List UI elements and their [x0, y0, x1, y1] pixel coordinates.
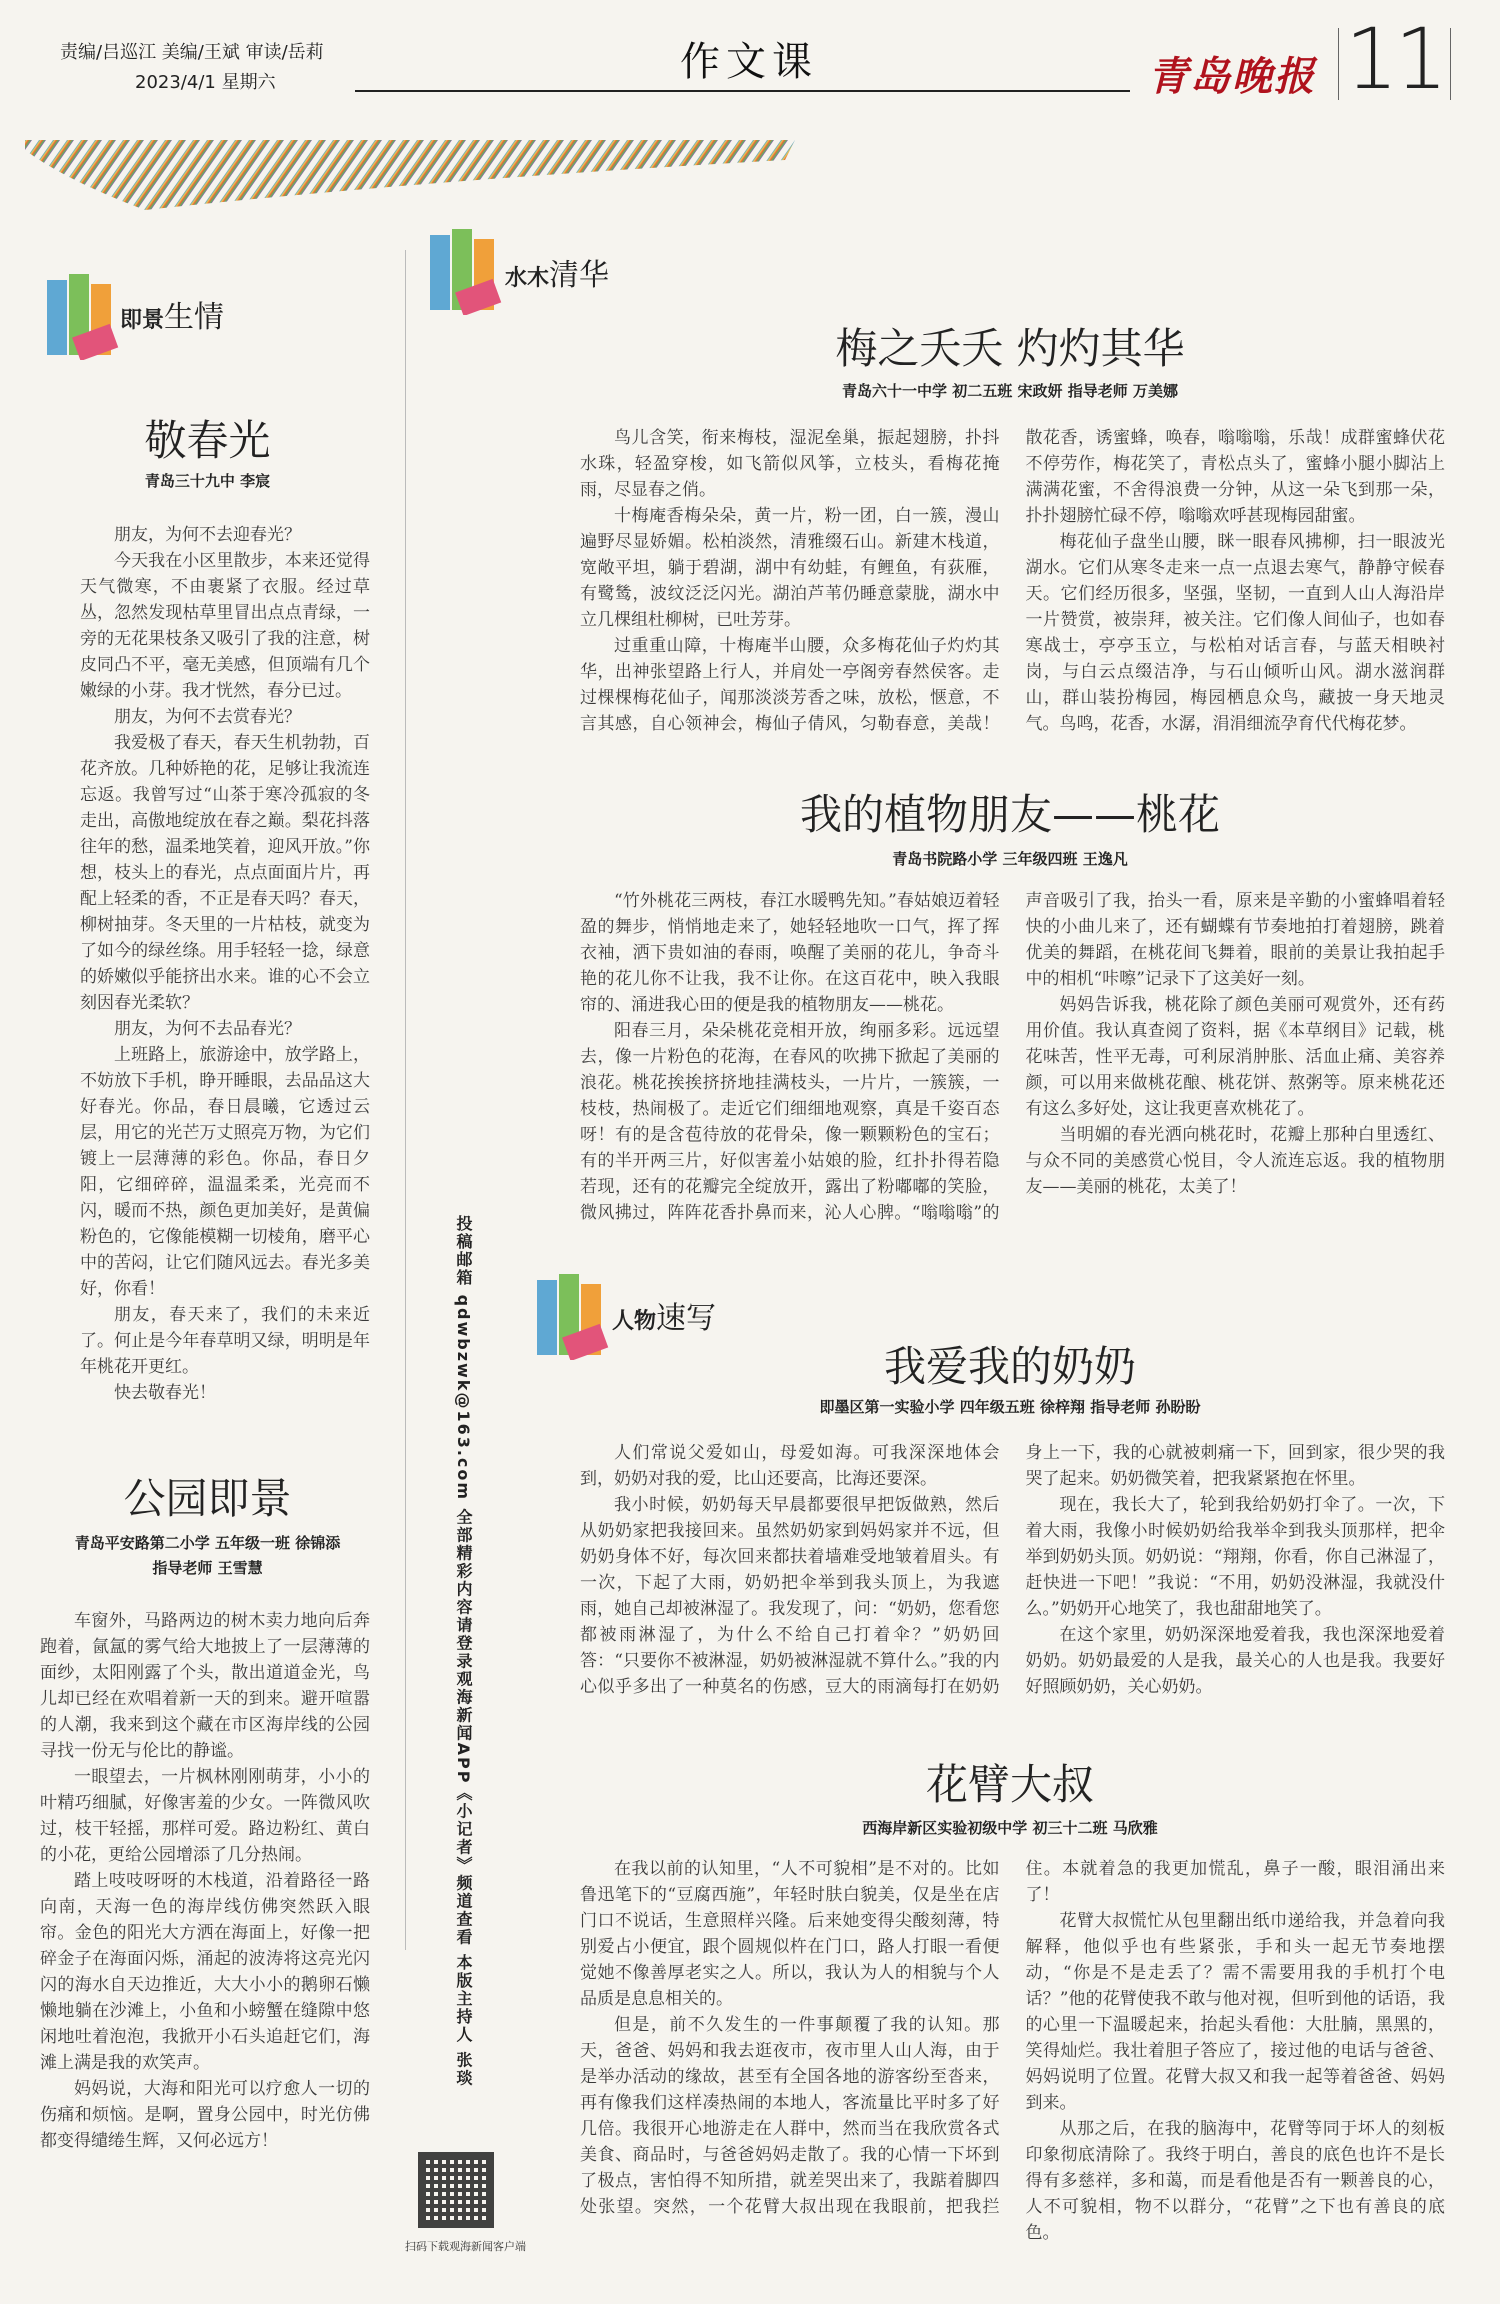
paragraph: “竹外桃花三两枝，春江水暖鸭先知。”春姑娘迈着轻盈的舞步，悄悄地走来了，她轻轻地吹一口气，挥了挥衣袖，洒下贵如油的春雨，唤醒了美丽的花儿，争奇斗艳的花儿你不让我，我不让你。在这百花中，映入我眼帘的、涌进我心田的便是我的植物朋友——桃花。	[580, 891, 1000, 1015]
paragraph: 在这个家里，奶奶深深地爱着我，我也深深地爱着奶奶。奶奶最爱的人是我，最关心的人也是我。我要好好照顾奶奶，关心奶奶。	[1025, 1625, 1445, 1697]
section-tag-text: 清华	[549, 258, 610, 293]
article-title: 敬春光	[144, 416, 271, 465]
article-body	[40, 1608, 370, 2273]
section-tag-bold: 即景	[120, 308, 165, 333]
article-byline: 即墨区第一实验小学 四年级五班 徐梓翔 指导老师 孙盼盼	[819, 1398, 1201, 1416]
section-tag-bold: 人物	[612, 1309, 657, 1334]
paragraph: 踏上吱吱呀呀的木栈道，沿着路径一路向南，天海一色的海岸线仿佛突然跃入眼帘。金色的阳光大方洒在海面上，好像一把碎金子在海面闪烁，涌起的波涛将这亮光闪闪的海水自天边推近，大大小小的鹅卵石懒懒地躺在沙滩上，小鱼和小螃蟹在缝隙中悠闲地吐着泡泡，我掀开小石头追赶它们，海滩上满是我的欢笑声。	[40, 1871, 370, 2073]
paragraph: 我小时候，奶奶每天早晨都要很早把饭做熟，然后从奶奶家把我接回来。虽然奶奶家到妈妈家并不远，但奶奶身体不好，每次回来都扶着墙难受地皱着眉头。有一次，下起了大雨，奶奶把伞举到我头顶上，为我遮雨，她自己却被淋湿了。我发现了，问：“奶奶，您看您都被雨淋湿了，为什么不给自己打着伞？”奶奶回答：“只要你不被淋湿，奶奶被淋湿就不算什么。”我的内心似乎多出了一种莫名的伤感，豆大的雨滴每打在奶奶身上一下，我的心就被刺痛一下，回到家，很少哭的我哭了起来。奶奶微笑着，把我紧紧抱在怀里。	[580, 1443, 1445, 1697]
color-stripe-banner	[25, 140, 795, 210]
article-title: 公园即景	[123, 1474, 292, 1523]
newspaper-brand: 青岛晚报	[1148, 53, 1316, 100]
paragraph: 鸟儿含笑，衔来梅枝，湿泥垒巢，振起翅膀，扑抖水珠，轻盈穿梭，如飞箭似风筝，立枝头，看梅花掩雨，尽显春之俏。	[580, 428, 1000, 500]
page-number: 11	[1345, 10, 1444, 108]
paragraph: 一眼望去，一片枫林刚刚萌芽，小小的叶精巧细腻，好像害羞的少女。一阵微风吹过，枝干轻摇，那样可爱。路边粉红、黄白的小花，更给公园增添了几分热闹。	[40, 1767, 370, 1865]
article-title: 花臂大叔	[925, 1760, 1094, 1809]
paragraph: 但是，前不久发生的一件事颠覆了我的认知。那天，爸爸、妈妈和我去逛夜市，夜市里人山人海，由于是举办活动的缘故，甚至有全国各地的游客纷至沓来，再有像我们这样凑热闹的本地人，客流量比平时多了好几倍。我很开心地游走在人群中，然而当在我欣赏各式美食、商品时，与爸爸妈妈走散了。我的心情一下坏到了极点，害怕得不知所措，就差哭出来了，我踮着脚四处张望。突然，一个花臂大叔出现在我眼前，把我拦住。本就着急的我更加慌乱，鼻子一酸，眼泪涌出来了！	[580, 1859, 1445, 2217]
header-divider-right	[1450, 28, 1451, 100]
paragraph: 在我以前的认知里，“人不可貌相”是不对的。比如鲁迅笔下的“豆腐西施”，年轻时肤白貌美，仅是坐在店门口不说话，生意照样兴隆。后来她变得尖酸刻薄，特别爱占小便宜，跟个圆规似杵在门口，路人打眼一看便觉她不像善厚老实之人。所以，我认为人的相貌与个人品质是息息相关的。	[580, 1859, 1000, 2009]
submission-notice: 投稿邮箱 qdwbzwk@163.com 全部精彩内容请登录观海新闻APP《小记者》频道查看 本版主持人 张琰	[454, 1215, 473, 2088]
article-byline: 青岛三十九中 李宸	[144, 472, 271, 490]
paragraph: 妈妈告诉我，桃花除了颜色美丽可观赏外，还有药用价值。我认真查阅了资料，据《本草纲目》记载，桃花味苦，性平无毒，可利尿消肿胀、活血止痛、美容养颜，可以用来做桃花酿、桃花饼、熬粥等。原来桃花还有这么多好处，这让我更喜欢桃花了。	[1025, 995, 1445, 1119]
article-body	[80, 522, 370, 1427]
issue-date: 2023/4/1 星期六	[135, 72, 276, 93]
header-divider	[1338, 28, 1339, 100]
article-title: 我的植物朋友——桃花	[799, 790, 1220, 839]
paragraph: 车窗外，马路两边的树木卖力地向后奔跑着，氤氲的雾气给大地披上了一层薄薄的面纱，太阳刚露了个头，散出道道金光，鸟儿却已经在欢唱着新一天的到来。避开喧嚣的人潮，我来到这个藏在市区海岸线的公园寻找一份无与伦比的静谧。	[40, 1611, 370, 1761]
paragraph: 快去敬春光！	[114, 1383, 216, 1403]
article-byline-teacher: 指导老师 王雪慧	[152, 1559, 263, 1577]
books-icon	[428, 225, 508, 315]
section-tag-text: 生情	[164, 300, 225, 335]
column-title: 作文课	[680, 39, 818, 85]
qr-code[interactable]	[418, 2152, 494, 2228]
article-body	[580, 425, 1445, 765]
paragraph: 十梅庵香梅朵朵，黄一片，粉一团，白一簇，漫山遍野尽显娇媚。松柏淡然，清雅缀石山。新建木栈道，宽敞平坦，躺于碧湖，湖中有幼蛙，有鲤鱼，有荻雁，有鹭鸶，波纹泛泛闪光。湖泊芦苇仍睡意蒙胧，湖水中立几棵组杜柳树，已吐芳芽。	[580, 506, 1000, 630]
header-rule	[355, 90, 1130, 92]
paragraph: 上班路上，旅游途中，放学路上，不妨放下手机，睁开睡眼，去品品这大好春光。你品，春日晨曦，它透过云层，用它的光芒万丈照亮万物，为它们镀上一层薄薄的彩色。你品，春日夕阳，它细碎碎，温温柔柔，光亮而不闪，暖而不热，颜色更加美好，是黄偏粉色的，它像能模糊一切棱角，磨平心中的苦闷，让它们随风远去。春光多美好，你看！	[80, 1045, 370, 1299]
paragraph: 今天我在小区里散步，本来还觉得天气微寒，不由裹紧了衣服。经过草丛，忽然发现枯草里冒出点点青绿，一旁的无花果枝条又吸引了我的注意，树皮同凸不平，毫无美感，但顶端有几个嫩绿的小芽。我才恍然，春分已过。	[80, 551, 370, 701]
article-body	[580, 888, 1445, 1250]
article-body	[580, 1440, 1445, 1730]
section-tag-text: 速写	[656, 1301, 717, 1336]
paragraph: 梅花仙子盘坐山腰，眯一眼春风拂柳，扫一眼波光湖水。它们从寒冬走来一点一点退去寒气，静静守候春天。它们经历很多，坚强，坚韧，一直到人山人海沿岸一片赞赏，被崇拜，被关注。它们像人间仙子，也如春寒战士，亭亭玉立，与松柏对话言春，与蓝天相映衬岗，与白云点缀洁净，与石山倾听山风。湖水滋润群山，群山装扮梅园，梅园栖息众鸟，藏披一身天地灵气。鸟鸣，花香，水潺，涓涓细流孕育代代梅花梦。	[1025, 532, 1445, 734]
column-divider	[405, 250, 406, 1950]
paragraph: 过重重山障，十梅庵半山腰，众多梅花仙子灼灼其华，出神张望路上行人，并肩处一亭阁旁春然侯客。走过棵棵梅花仙子，闻那淡淡芳香之味，放松，惬意，不言其感，自心领神会，梅仙子倩风，匀勒春意，美哉！散花香，诱蜜蜂，唤春，嗡嗡嗡，乐哉！成群蜜蜂伏花不停劳作，梅花笑了，青松点头了，蜜蜂小腿小脚沾上满满花蜜，不舍得浪费一分钟，从这一朵飞到那一朵，扑扑翅膀忙碌不停，嗡嗡欢呼甚现梅园甜蜜。	[580, 428, 1445, 734]
section-tag-scenery	[120, 292, 224, 336]
section-tag-people	[612, 1293, 716, 1337]
article-byline: 青岛书院路小学 三年级四班 王逸凡	[892, 850, 1128, 868]
paragraph: 现在，我长大了，轮到我给奶奶打伞了。一次，下着大雨，我像小时候奶奶给我举伞到我头顶那样，把伞举到奶奶头顶。奶奶说：“翔翔，你看，你自己淋湿了，赶快进一下吧！”我说：“不用，奶奶没淋湿，我就没什么。”奶奶开心地笑了，我也甜甜地笑了。	[1025, 1495, 1445, 1619]
article-byline: 西海岸新区实验初级中学 初三十二班 马欣雅	[862, 1819, 1158, 1837]
paragraph: 花臂大叔慌忙从包里翻出纸巾递给我，并急着向我解释，他似乎也有些紧张，手和头一起无节奏地摆动，“你是不是走丢了？需不需要用我的手机打个电话？”他的花臂使我不敢与他对视，但听到他的话语，我的心里一下温暖起来，抬起头看他：大肚腩，黑黑的，笑得灿烂。我壮着胆子答应了，接过他的电话与爸爸、妈妈说明了位置。花臂大叔又和我一起等着爸爸、妈妈到来。	[1025, 1911, 1445, 2113]
books-icon	[45, 270, 125, 360]
paragraph: 朋友，春天来了，我们的未来近了。何止是今年春草明又绿，明明是年年桃花开更红。	[80, 1305, 370, 1377]
paragraph: 朋友，为何不去迎春光？	[114, 525, 301, 545]
article-title: 梅之夭夭 灼灼其华	[835, 324, 1185, 373]
paragraph: 人们常说父爱如山，母爱如海。可我深深地体会到，奶奶对我的爱，比山还要高，比海还要深。	[580, 1443, 1000, 1489]
paragraph: 当明媚的春光洒向桃花时，花瓣上那种白里透红、与众不同的美感赏心悦目，令人流连忘返。我的植物朋友——美丽的桃花，太美了！	[1025, 1125, 1445, 1197]
paragraph: 阳春三月，朵朵桃花竞相开放，绚丽多彩。远远望去，像一片粉色的花海，在春风的吹拂下掀起了美丽的浪花。桃花挨挨挤挤地挂满枝头，一片片，一簇簇，一枝枝，热闹极了。走近它们细细地观察，真是千姿百态呀！有的是含苞待放的花骨朵，像一颗颗粉色的宝石；有的半开两三片，好似害羞小姑娘的脸，红扑扑得若隐若现，还有的花瓣完全绽放开，露出了粉嘟嘟的笑脸，微风拂过，阵阵花香扑鼻而来，沁人心脾。“嗡嗡嗡”的声音吸引了我，抬头一看，原来是辛勤的小蜜蜂唱着轻快的小曲儿来了，还有蝴蝶有节奏地拍打着翅膀，跳着优美的舞蹈，在桃花间飞舞着，眼前的美景让我拍起手中的相机“咔嚓”记录下了这美好一刻。	[580, 891, 1445, 1223]
editors-line: 责编/吕巡江 美编/王斌 审读/岳莉	[60, 42, 324, 63]
paragraph: 妈妈说，大海和阳光可以疗愈人一切的伤痛和烦恼。是啊，置身公园中，时光仿佛都变得缱绻生辉，又何必远方！	[40, 2079, 370, 2151]
section-tag-bold: 水木	[505, 266, 550, 291]
paragraph: 朋友，为何不去赏春光？	[114, 707, 301, 727]
article-body	[580, 1856, 1445, 2274]
article-title: 我爱我的奶奶	[883, 1342, 1136, 1391]
qr-caption: 扫码下载观海新闻客户端	[405, 2240, 526, 2253]
paragraph: 从那之后，在我的脑海中，花臂等同于坏人的刻板印象彻底清除了。我终于明白，善良的底色也许不是长得有多慈祥，多和蔼，而是看他是否有一颗善良的心，人不可貌相，物不以群分，“花臂”之下也有善良的底色。	[1025, 2119, 1445, 2243]
section-tag-landscape	[505, 250, 609, 294]
paragraph: 我爱极了春天，春天生机勃勃，百花齐放。几种娇艳的花，足够让我流连忘返。我曾写过“山茶于寒冷孤寂的冬走出，高傲地绽放在春之巅。梨花抖落往年的愁，温柔地笑着，迎风开放。”你想，枝头上的春光，点点面面片片，再配上轻柔的香，不正是春天吗？春天，柳树抽芽。冬天里的一片枯枝，就变为了如今的绿丝绦。用手轻轻一捻，绿意的娇嫩似乎能挤出水来。谁的心不会立刻因春光柔软？	[80, 733, 370, 1013]
article-byline-school: 青岛平安路第二小学 五年级一班 徐锦添	[74, 1534, 341, 1552]
article-byline: 青岛六十一中学 初二五班 宋政妍 指导老师 万美娜	[842, 382, 1178, 400]
paragraph: 朋友，为何不去品春光？	[114, 1019, 301, 1039]
